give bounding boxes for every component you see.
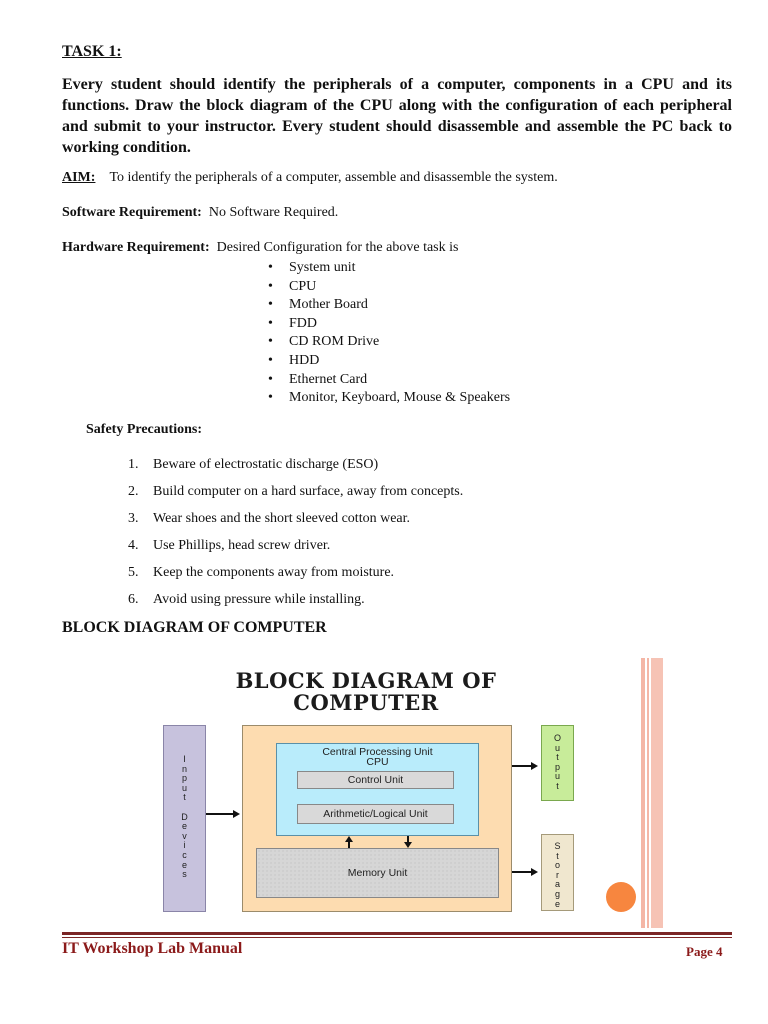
arrow-head	[531, 868, 538, 876]
hardware-label: Hardware Requirement:	[62, 240, 210, 255]
arrow	[348, 841, 350, 848]
list-item: 5. Keep the components away from moisture.	[128, 565, 395, 580]
arrow	[512, 871, 532, 873]
footer-divider	[62, 937, 732, 938]
list-item: 6. Avoid using pressure while installing.	[128, 592, 365, 607]
control-unit-box: Control Unit	[297, 771, 454, 789]
list-item: • CD ROM Drive	[266, 333, 510, 352]
list-item: 1. Beware of electrostatic discharge (ESO)	[128, 457, 379, 472]
footer-title: IT Workshop Lab Manual	[62, 940, 243, 957]
alu-box: Arithmetic/Logical Unit	[297, 804, 454, 824]
list-item: 3. Wear shoes and the short sleeved cotton wear.	[128, 511, 411, 526]
arrow	[206, 813, 234, 815]
decor-stripe	[641, 658, 645, 928]
task-title: TASK 1:	[62, 43, 122, 60]
output-box: O u t p u t	[541, 725, 574, 801]
safety-list	[128, 456, 463, 618]
aim-text: To identify the peripherals of a computer, assemble and disassemble the system.	[109, 170, 558, 185]
arrow-head	[233, 810, 240, 818]
cpu-label: Central Processing Unit CPU	[322, 746, 433, 768]
list-item: 4. Use Phillips, head screw driver.	[128, 538, 331, 553]
aim-row	[62, 170, 558, 186]
list-item: • Ethernet Card	[266, 371, 510, 390]
page-number: Page 4	[686, 944, 723, 959]
diagram-title: BLOCK DIAGRAM OF COMPUTER	[235, 668, 497, 715]
memory-unit-box: Memory Unit	[256, 848, 499, 898]
software-row	[62, 205, 338, 221]
list-item: • HDD	[266, 352, 510, 371]
decor-stripe	[647, 658, 649, 928]
list-item: • CPU	[266, 278, 510, 297]
list-item: • System unit	[266, 259, 510, 278]
decor-stripe	[651, 658, 663, 928]
arrow	[512, 765, 532, 767]
hardware-text: Desired Configuration for the above task is	[216, 240, 459, 255]
task-description: Every student should identify the peripherals of a computer, components in a CPU and its functions. Draw the block diagram of the CPU along with the configuration of each peripheral and submit to your instructor. Every student should disassemble and assemble the PC back to working condition.	[62, 76, 732, 156]
arrow-head	[531, 762, 538, 770]
list-item: • FDD	[266, 315, 510, 334]
hardware-row	[62, 240, 458, 256]
input-devices-box: I n p u t D e v i c e s	[163, 725, 206, 912]
block-diagram	[136, 658, 663, 928]
block-diagram-heading: BLOCK DIAGRAM OF COMPUTER	[62, 619, 327, 636]
footer-divider	[62, 932, 732, 935]
hardware-list	[266, 259, 510, 408]
software-label: Software Requirement:	[62, 205, 202, 220]
safety-heading: Safety Precautions:	[86, 422, 202, 437]
aim-label: AIM:	[62, 170, 96, 185]
list-item: • Mother Board	[266, 296, 510, 315]
storage-box: S t o r a g e	[541, 834, 574, 911]
software-text: No Software Required.	[208, 205, 339, 220]
decor-dot	[606, 882, 636, 912]
arrow	[407, 836, 409, 843]
list-item: 2. Build computer on a hard surface, away from concepts.	[128, 484, 464, 499]
list-item: • Monitor, Keyboard, Mouse & Speakers	[266, 389, 510, 408]
